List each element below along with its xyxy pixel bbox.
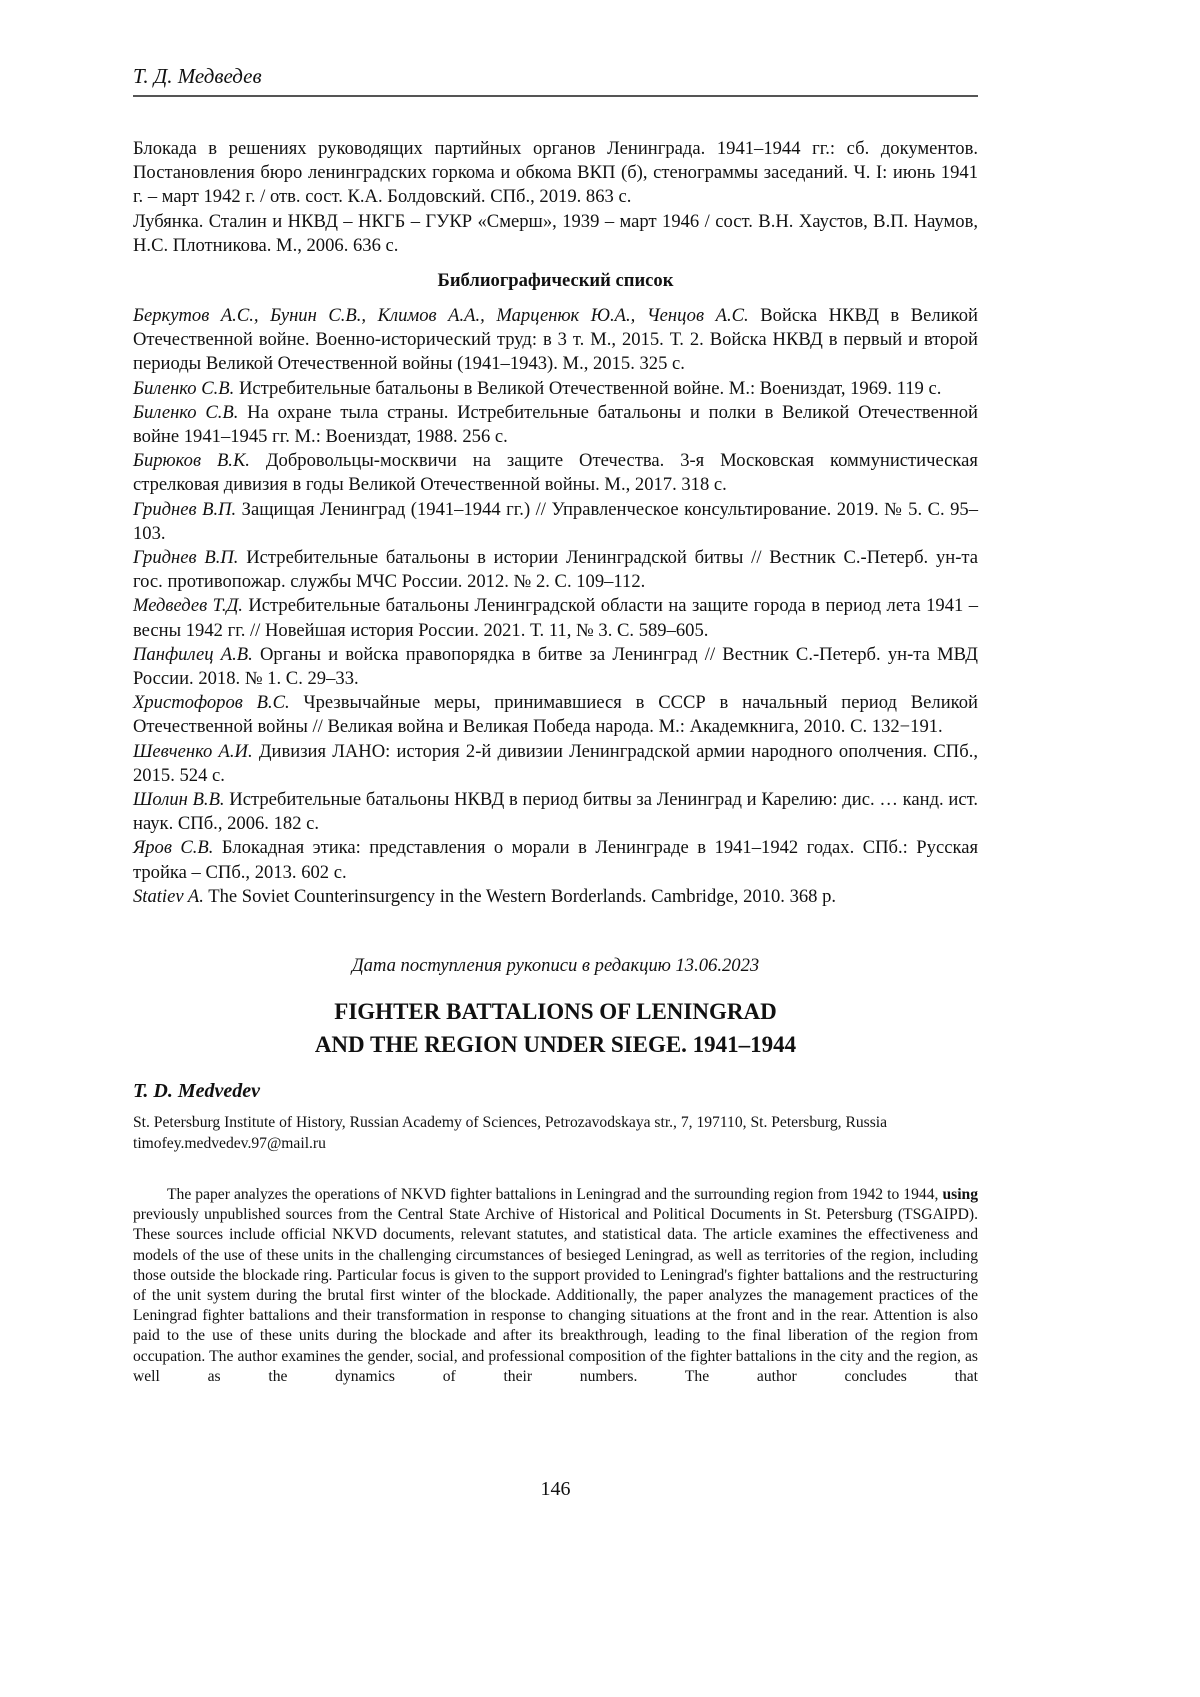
page-number: 146 bbox=[540, 1478, 571, 1500]
bib-author: Шолин В.В. bbox=[133, 789, 225, 811]
source-entry: Лубянка. Сталин и НКВД – НКГБ – ГУКР «Смерш», 1939 – март 1946 / сост. В.Н. Хаустов, В.П. Наумов, Н.С. Плотникова. М., 2006. 636 с. bbox=[133, 210, 978, 256]
bib-entry bbox=[133, 643, 978, 691]
affiliation-block bbox=[133, 1112, 978, 1154]
bib-text: Дивизия ЛАНО: история 2-й дивизии Ленинградской армии народного ополчения. СПб., 2015. 524 с. bbox=[133, 740, 978, 786]
bib-author: Панфилец А.В. bbox=[133, 643, 253, 665]
abstract-bold: using bbox=[942, 1186, 978, 1203]
bib-entry bbox=[133, 449, 978, 497]
bib-text: Истребительные батальоны Ленинградской области на защите города в период лета 1941 – весны 1942 гг. // Новейшая история России. 2021. Т. 11, № 3. С. 589–605. bbox=[133, 595, 978, 641]
bib-text: Чрезвычайные меры, принимавшиеся в СССР в начальный период Великой Отечественной войны // Великая война и Великая Победа народа. М.: Академкнига, 2010. С. 132−191. bbox=[133, 692, 978, 738]
bib-author: Биленко С.В. bbox=[133, 377, 235, 399]
bib-text: Добровольцы-москвичи на защите Отечества. 3-я Московская коммунистическая стрелковая дивизия в годы Великой Отечественной войны. М., 2017. 318 с. bbox=[133, 450, 978, 496]
bib-entry bbox=[133, 377, 978, 401]
bib-text: Истребительные батальоны НКВД в период битвы за Ленинград и Карелию: дис. … канд. ист. наук. СПб., 2006. 182 с. bbox=[133, 789, 978, 835]
source-entry: Блокада в решениях руководящих партийных органов Ленинграда. 1941–1944 гг.: сб. документов. Постановления бюро ленинградских горкома и обкома ВКП (б), стенограммы заседаний. Ч. I: июнь 1941 г. – март 1942 г. / отв. сост. К.А. Болдовский. СПб., 2019. 863 с. bbox=[133, 138, 978, 208]
bib-author: Гриднев В.П. bbox=[133, 498, 237, 520]
author-email: timofey.medvedev.97@mail.ru bbox=[133, 1135, 326, 1152]
title-line: AND THE REGION UNDER SIEGE. 1941–1944 bbox=[314, 1032, 797, 1057]
abstract-text: The paper analyzes the operations of NKVD fighter battalions in Leningrad and the surrounding region from 1942 to 1944, bbox=[167, 1186, 943, 1203]
bib-author: Христофоров В.С. bbox=[133, 692, 290, 714]
author-name-en: T. D. Medvedev bbox=[133, 1080, 260, 1102]
bib-entry bbox=[133, 498, 978, 546]
bib-entry bbox=[133, 740, 978, 788]
running-head: Т. Д. Медведев bbox=[133, 64, 978, 97]
bib-text: Войска НКВД в Великой Отечественной войне. Военно-исторический труд: в 3 т. М., 2015. Т. 2. Войска НКВД в первый и второй периоды Великой Отечественной войны (1941–1943). М., 2015. 325 с. bbox=[133, 305, 978, 375]
bib-author: Шевченко А.И. bbox=[133, 740, 253, 762]
affiliation: St. Petersburg Institute of History, Russian Academy of Sciences, Petrozavodskaya str., 7, 197110, St. Petersburg, Russia bbox=[133, 1114, 888, 1131]
bibliography-heading: Библиографический список bbox=[437, 270, 674, 291]
bib-entry bbox=[133, 304, 978, 377]
sources-list bbox=[133, 137, 978, 258]
bib-text: Истребительные батальоны в истории Ленинградской битвы // Вестник С.-Петерб. ун-та гос. противопожар. службы МЧС России. 2012. № 2. С. 109–112. bbox=[133, 547, 978, 593]
bib-entry bbox=[133, 594, 978, 642]
bib-text: Блокадная этика: представления о морали в Ленинграде в 1941–1942 годах. СПб.: Русская тройка – СПб., 2013. 602 с. bbox=[133, 837, 979, 883]
bib-entry bbox=[133, 788, 978, 836]
bib-text: Защищая Ленинград (1941–1944 гг.) // Управленческое консультирование. 2019. № 5. С. 95–103. bbox=[133, 498, 978, 544]
bib-entry bbox=[133, 885, 978, 909]
bib-author: Беркутов А.С., Бунин С.В., Климов А.А., Марценюк Ю.А., Ченцов А.С. bbox=[133, 305, 749, 326]
bib-entry bbox=[133, 546, 978, 594]
received-date: Дата поступления рукописи в редакцию 13.06.2023 bbox=[351, 955, 760, 976]
bib-text: Органы и войска правопорядка в битве за Ленинград // Вестник С.-Петерб. ун-та МВД России. 2018. № 1. С. 29–33. bbox=[133, 643, 978, 690]
bib-text: The Soviet Counterinsurgency in the Western Borderlands. Cambridge, 2010. 368 p. bbox=[203, 885, 837, 907]
bib-author: Медведев Т.Д. bbox=[133, 595, 243, 617]
bib-author: Гриднев В.П. bbox=[133, 547, 239, 569]
bib-entry bbox=[133, 401, 978, 449]
bib-author: Бирюков В.К. bbox=[133, 450, 250, 472]
title-line: FIGHTER BATTALIONS OF LENINGRAD bbox=[334, 999, 777, 1024]
abstract bbox=[133, 1185, 978, 1387]
bib-entry bbox=[133, 691, 978, 739]
abstract-text: previously unpublished sources from the Central State Archive of Historical and Political Documents in St. Petersburg (TSGAIPD). These sources include official NKVD documents, relevant statutes, and statistical data. The article examines the effectiveness and models of the use of these units in the challenging circumstances of besieged Leningrad, as well as territories of the region, including those outside the blockade ring. Particular focus is given to the support provided to Leningrad's fighter battalions and the restructuring of the unit system during the brutal first winter of the blockade. Additionally, the paper analyzes the management practices of the Leningrad fighter battalions and their transformation in response to changing situations at the front and in the rear. Attention is also paid to the use of these units during the blockade and after its breakthrough, leading to the final liberation of the region from occupation. The author examines the gender, social, and professional composition of the fighter battalions in the city and the region, as well as the dynamics of their numbers. The author concludes that bbox=[133, 1206, 978, 1385]
article-title-en bbox=[133, 995, 978, 1061]
bib-entry bbox=[133, 836, 978, 884]
bibliography-list bbox=[133, 304, 978, 909]
bib-text: На охране тыла страны. Истребительные батальоны и полки в Великой Отечественной войне 1941–1945 гг. М.: Воениздат, 1988. 256 с. bbox=[133, 401, 978, 448]
bib-author: Биленко С.В. bbox=[133, 401, 239, 423]
bib-author: Statiev A. bbox=[133, 885, 204, 907]
bib-text: Истребительные батальоны в Великой Отечественной войне. М.: Воениздат, 1969. 119 с. bbox=[234, 377, 942, 399]
bib-author: Яров С.В. bbox=[133, 837, 214, 859]
